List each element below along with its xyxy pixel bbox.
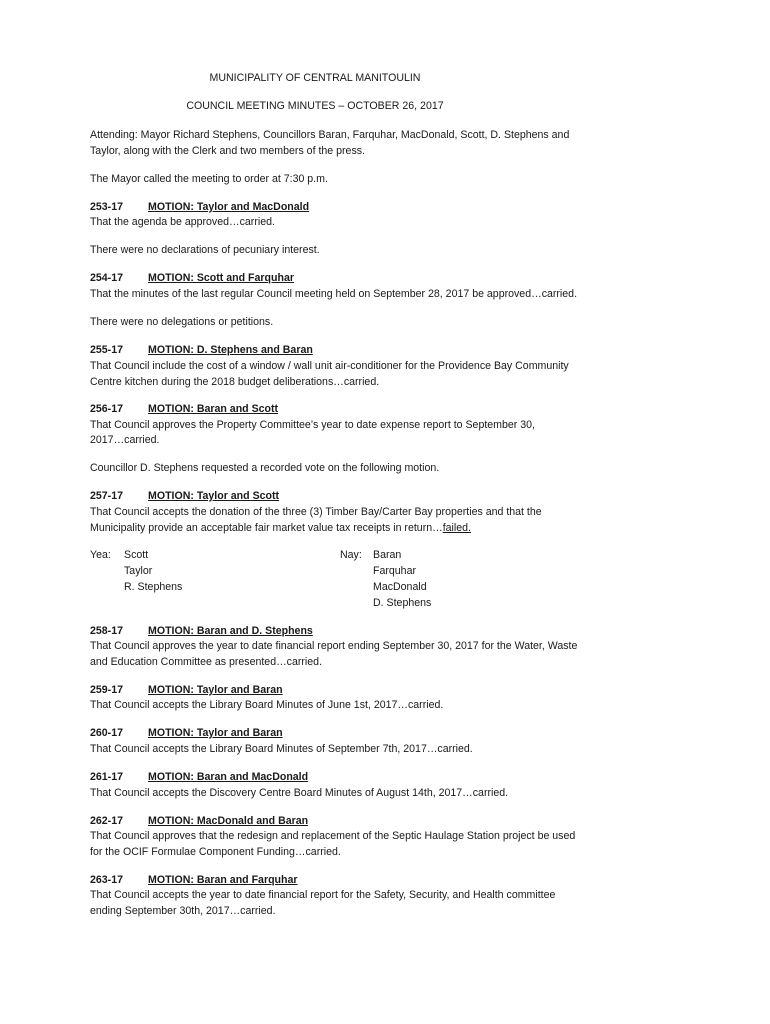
motion-number: 257-17 bbox=[90, 490, 123, 502]
motion-number: 253-17 bbox=[90, 201, 123, 213]
motion-text: That Council accepts the Library Board Minutes of September 7th, 2017…carried. bbox=[90, 743, 473, 755]
motion-heading bbox=[90, 270, 294, 286]
motion-movers: MOTION: Baran and Scott bbox=[148, 403, 279, 415]
motion-heading bbox=[90, 199, 309, 215]
motion-number: 259-17 bbox=[90, 684, 123, 696]
nay-voter: Farquhar bbox=[373, 565, 416, 577]
yea-voter: R. Stephens bbox=[124, 581, 183, 593]
motion-text-with-result bbox=[90, 520, 471, 536]
motion-text: That Council include the cost of a window / wall unit air-conditioner for the Providence Bay Community bbox=[90, 360, 569, 372]
motion-text: That Council accepts the Library Board Minutes of June 1st, 2017…carried. bbox=[90, 699, 444, 711]
motion-heading bbox=[90, 769, 308, 785]
call-to-order: The Mayor called the meeting to order at 7:30 p.m. bbox=[90, 173, 328, 185]
motion-text: ending September 30th, 2017…carried. bbox=[90, 905, 276, 917]
motion-text: That the agenda be approved…carried. bbox=[90, 216, 275, 228]
recorded-vote-note: Councillor D. Stephens requested a recorded vote on the following motion. bbox=[90, 462, 440, 474]
motion-movers: MOTION: Baran and Farquhar bbox=[148, 874, 298, 886]
motion-number: 260-17 bbox=[90, 727, 123, 739]
nay-voter: MacDonald bbox=[373, 581, 427, 593]
pecuniary-note: There were no declarations of pecuniary interest. bbox=[90, 244, 320, 256]
motion-movers: MOTION: Taylor and Baran bbox=[148, 727, 283, 739]
motion-heading bbox=[90, 623, 313, 639]
document-subtitle: COUNCIL MEETING MINUTES – OCTOBER 26, 2017 bbox=[186, 100, 444, 112]
motion-number: 261-17 bbox=[90, 771, 123, 783]
motion-heading bbox=[90, 342, 313, 358]
motion-movers: MOTION: Baran and D. Stephens bbox=[148, 625, 313, 637]
nay-voter: D. Stephens bbox=[373, 597, 432, 609]
motion-number: 258-17 bbox=[90, 625, 123, 637]
motion-number: 256-17 bbox=[90, 403, 123, 415]
motion-text: That Council approves the Property Committee’s year to date expense report to September 30, bbox=[90, 419, 535, 431]
motion-heading bbox=[90, 813, 308, 829]
motion-text: 2017…carried. bbox=[90, 434, 160, 446]
motion-movers: MOTION: MacDonald and Baran bbox=[148, 815, 309, 827]
motion-number: 263-17 bbox=[90, 874, 123, 886]
motion-movers: MOTION: Taylor and Baran bbox=[148, 684, 283, 696]
motion-heading bbox=[90, 872, 298, 888]
motion-text: and Education Committee as presented…carried. bbox=[90, 656, 323, 668]
attending-line-1: Attending: Mayor Richard Stephens, Councillors Baran, Farquhar, MacDonald, Scott, D. Stephens and bbox=[90, 129, 570, 141]
motion-number: 254-17 bbox=[90, 272, 123, 284]
motion-number: 255-17 bbox=[90, 344, 123, 356]
motion-text: That Council approves that the redesign and replacement of the Septic Haulage Station project be used bbox=[90, 830, 576, 842]
motion-heading bbox=[90, 401, 278, 417]
motion-text: That Council accepts the donation of the three (3) Timber Bay/Carter Bay properties and that the bbox=[90, 506, 542, 518]
yea-label: Yea: bbox=[90, 549, 111, 561]
nay-voter: Baran bbox=[373, 549, 402, 561]
motion-movers: MOTION: D. Stephens and Baran bbox=[148, 344, 313, 356]
motion-movers: MOTION: Taylor and Scott bbox=[148, 490, 280, 502]
motion-number: 262-17 bbox=[90, 815, 123, 827]
motion-result: failed. bbox=[442, 522, 471, 534]
attending-line-2: Taylor, along with the Clerk and two members of the press. bbox=[90, 145, 365, 157]
motion-text: That the minutes of the last regular Council meeting held on September 28, 2017 be approved…carried. bbox=[90, 288, 578, 300]
yea-voter: Scott bbox=[124, 549, 149, 561]
motion-heading bbox=[90, 682, 283, 698]
motion-movers: MOTION: Baran and MacDonald bbox=[148, 771, 309, 783]
motion-text: That Council accepts the year to date financial report for the Safety, Security, and Health committee bbox=[90, 889, 556, 901]
document-title: MUNICIPALITY OF CENTRAL MANITOULIN bbox=[209, 72, 421, 84]
motion-heading bbox=[90, 725, 283, 741]
motion-text: for the OCIF Formulae Component Funding…carried. bbox=[90, 846, 341, 858]
motion-text: Centre kitchen during the 2018 budget deliberations…carried. bbox=[90, 376, 380, 388]
motion-text: Municipality provide an acceptable fair market value tax receipts in return… bbox=[90, 522, 443, 534]
motion-text: That Council accepts the Discovery Centre Board Minutes of August 14th, 2017…carried. bbox=[90, 787, 509, 799]
delegations-note: There were no delegations or petitions. bbox=[90, 316, 274, 328]
motion-text: That Council approves the year to date financial report ending September 30, 2017 for the Water, Waste bbox=[90, 640, 578, 652]
motion-movers: MOTION: Scott and Farquhar bbox=[148, 272, 294, 284]
motion-movers: MOTION: Taylor and MacDonald bbox=[148, 201, 310, 213]
nay-label: Nay: bbox=[340, 549, 362, 561]
yea-voter: Taylor bbox=[124, 565, 153, 577]
motion-heading bbox=[90, 488, 279, 504]
